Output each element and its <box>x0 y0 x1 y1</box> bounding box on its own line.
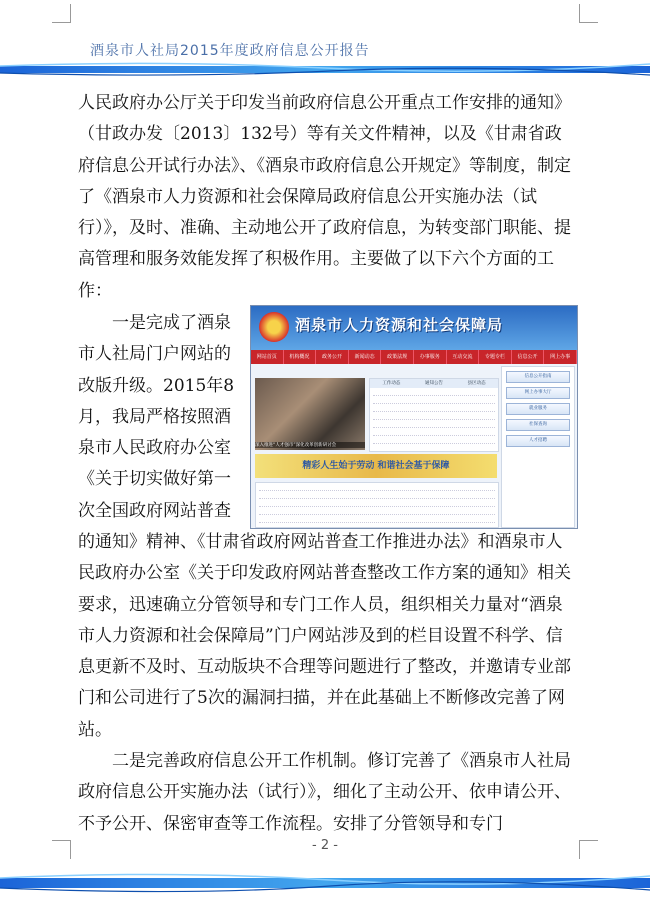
body-text-bottom <box>78 527 578 840</box>
news-tab: 工作动态 <box>382 381 401 386</box>
news-line <box>259 484 495 491</box>
news-line <box>373 405 495 412</box>
paragraph-2-start: 一是完成了酒泉市人社局门户网站的改版升级。2015年8月，我局严格按照酒泉市人民政府办公室《关于切实做好第一次全国政府网站普查 <box>78 313 235 521</box>
paragraph-2-end: 的通知》精神、《甘肃省政府网站普查工作推进办法》和酒泉市人民政府办公室《关于印发政府网站普查整改工作方案的通知》相关要求，迅速确立分管领导和专门工作人员，组织相关力量对“酒泉市人力资源和社会保障局”门户网站涉及到的栏目设置不科学、信息更新不及时、互动版块不合理等问题进行了整改，并邀请专业部门和公司进行了5次的漏洞扫描，并在此基础上不断修改完善了网站。 <box>78 532 571 740</box>
site-title: 酒泉市人力资源和社会保障局 <box>295 316 504 334</box>
side-button: 信息公开指南 <box>506 371 570 383</box>
side-button: 网上办事大厅 <box>506 387 570 399</box>
nav-item: 机构概况 <box>284 350 317 364</box>
site-banner <box>251 306 577 350</box>
slogan-banner: 精彩人生始于劳动 和谐社会基于保障 <box>255 454 497 478</box>
side-button: 就业服务 <box>506 403 570 415</box>
nav-item: 新闻动态 <box>349 350 382 364</box>
national-emblem-icon <box>259 312 289 342</box>
paragraph-3: 二是完善政府信息公开工作机制。修订完善了《酒泉市人社局政府信息公开实施办法（试行）》，细化了主动公开、依申请公开、不予公开、保密审查等工作流程。安排了分管领导和专门 <box>78 751 571 834</box>
nav-item: 信息公开 <box>512 350 545 364</box>
news-photo-caption: 深入推进“人才强市”深化改革创新研讨会 <box>255 442 365 448</box>
crop-mark-top-right <box>579 4 598 23</box>
nav-item: 网站首页 <box>251 350 284 364</box>
nav-item: 政务公开 <box>316 350 349 364</box>
news-tabs <box>370 379 498 388</box>
header-title: 酒泉市人社局2015年度政府信息公开报告 <box>90 43 370 59</box>
side-panel <box>501 366 575 528</box>
news-line <box>373 429 495 436</box>
nav-item: 网上办事 <box>544 350 577 364</box>
page-number: - 2 - <box>312 838 338 853</box>
paragraph-1: 人民政府办公厅关于印发当前政府信息公开重点工作安排的通知》（甘政办发〔2013〕132号）等有关文件精神，以及《甘肃省政府信息公开试行办法》、《酒泉市政府信息公开规定》等制度，制定了《酒泉市人力资源和社会保障局政府信息公开实施办法（试行）》，及时、准确、主动地公开了政府信息，为转变部门职能、提高管理和服务效能发挥了积极作用。主要做了以下六个方面的工作： <box>78 93 571 301</box>
crop-mark-top-left <box>52 4 71 23</box>
news-photo <box>255 378 365 450</box>
body-text-wrapped <box>78 308 245 527</box>
news-line <box>373 397 495 404</box>
news-line <box>373 413 495 420</box>
bottom-news-list <box>255 482 499 528</box>
news-tab: 通知公告 <box>425 381 443 386</box>
body-text-top <box>78 88 578 307</box>
header-decoration <box>0 60 650 78</box>
site-nav <box>251 350 577 364</box>
footer-decoration <box>0 868 650 898</box>
nav-item: 政策法规 <box>381 350 414 364</box>
news-line <box>259 492 495 499</box>
news-line <box>373 389 495 396</box>
news-line <box>373 421 495 428</box>
nav-item: 专题专栏 <box>479 350 512 364</box>
news-line <box>259 516 495 523</box>
website-screenshot <box>250 305 578 529</box>
news-line <box>259 500 495 507</box>
news-tab: 县区动态 <box>467 381 486 386</box>
nav-item: 办事服务 <box>414 350 447 364</box>
side-button: 人才招聘 <box>506 435 570 447</box>
news-line <box>259 508 495 515</box>
news-line <box>373 437 495 444</box>
nav-item: 互动交流 <box>447 350 480 364</box>
news-panel <box>369 378 499 452</box>
side-button: 社保查询 <box>506 419 570 431</box>
